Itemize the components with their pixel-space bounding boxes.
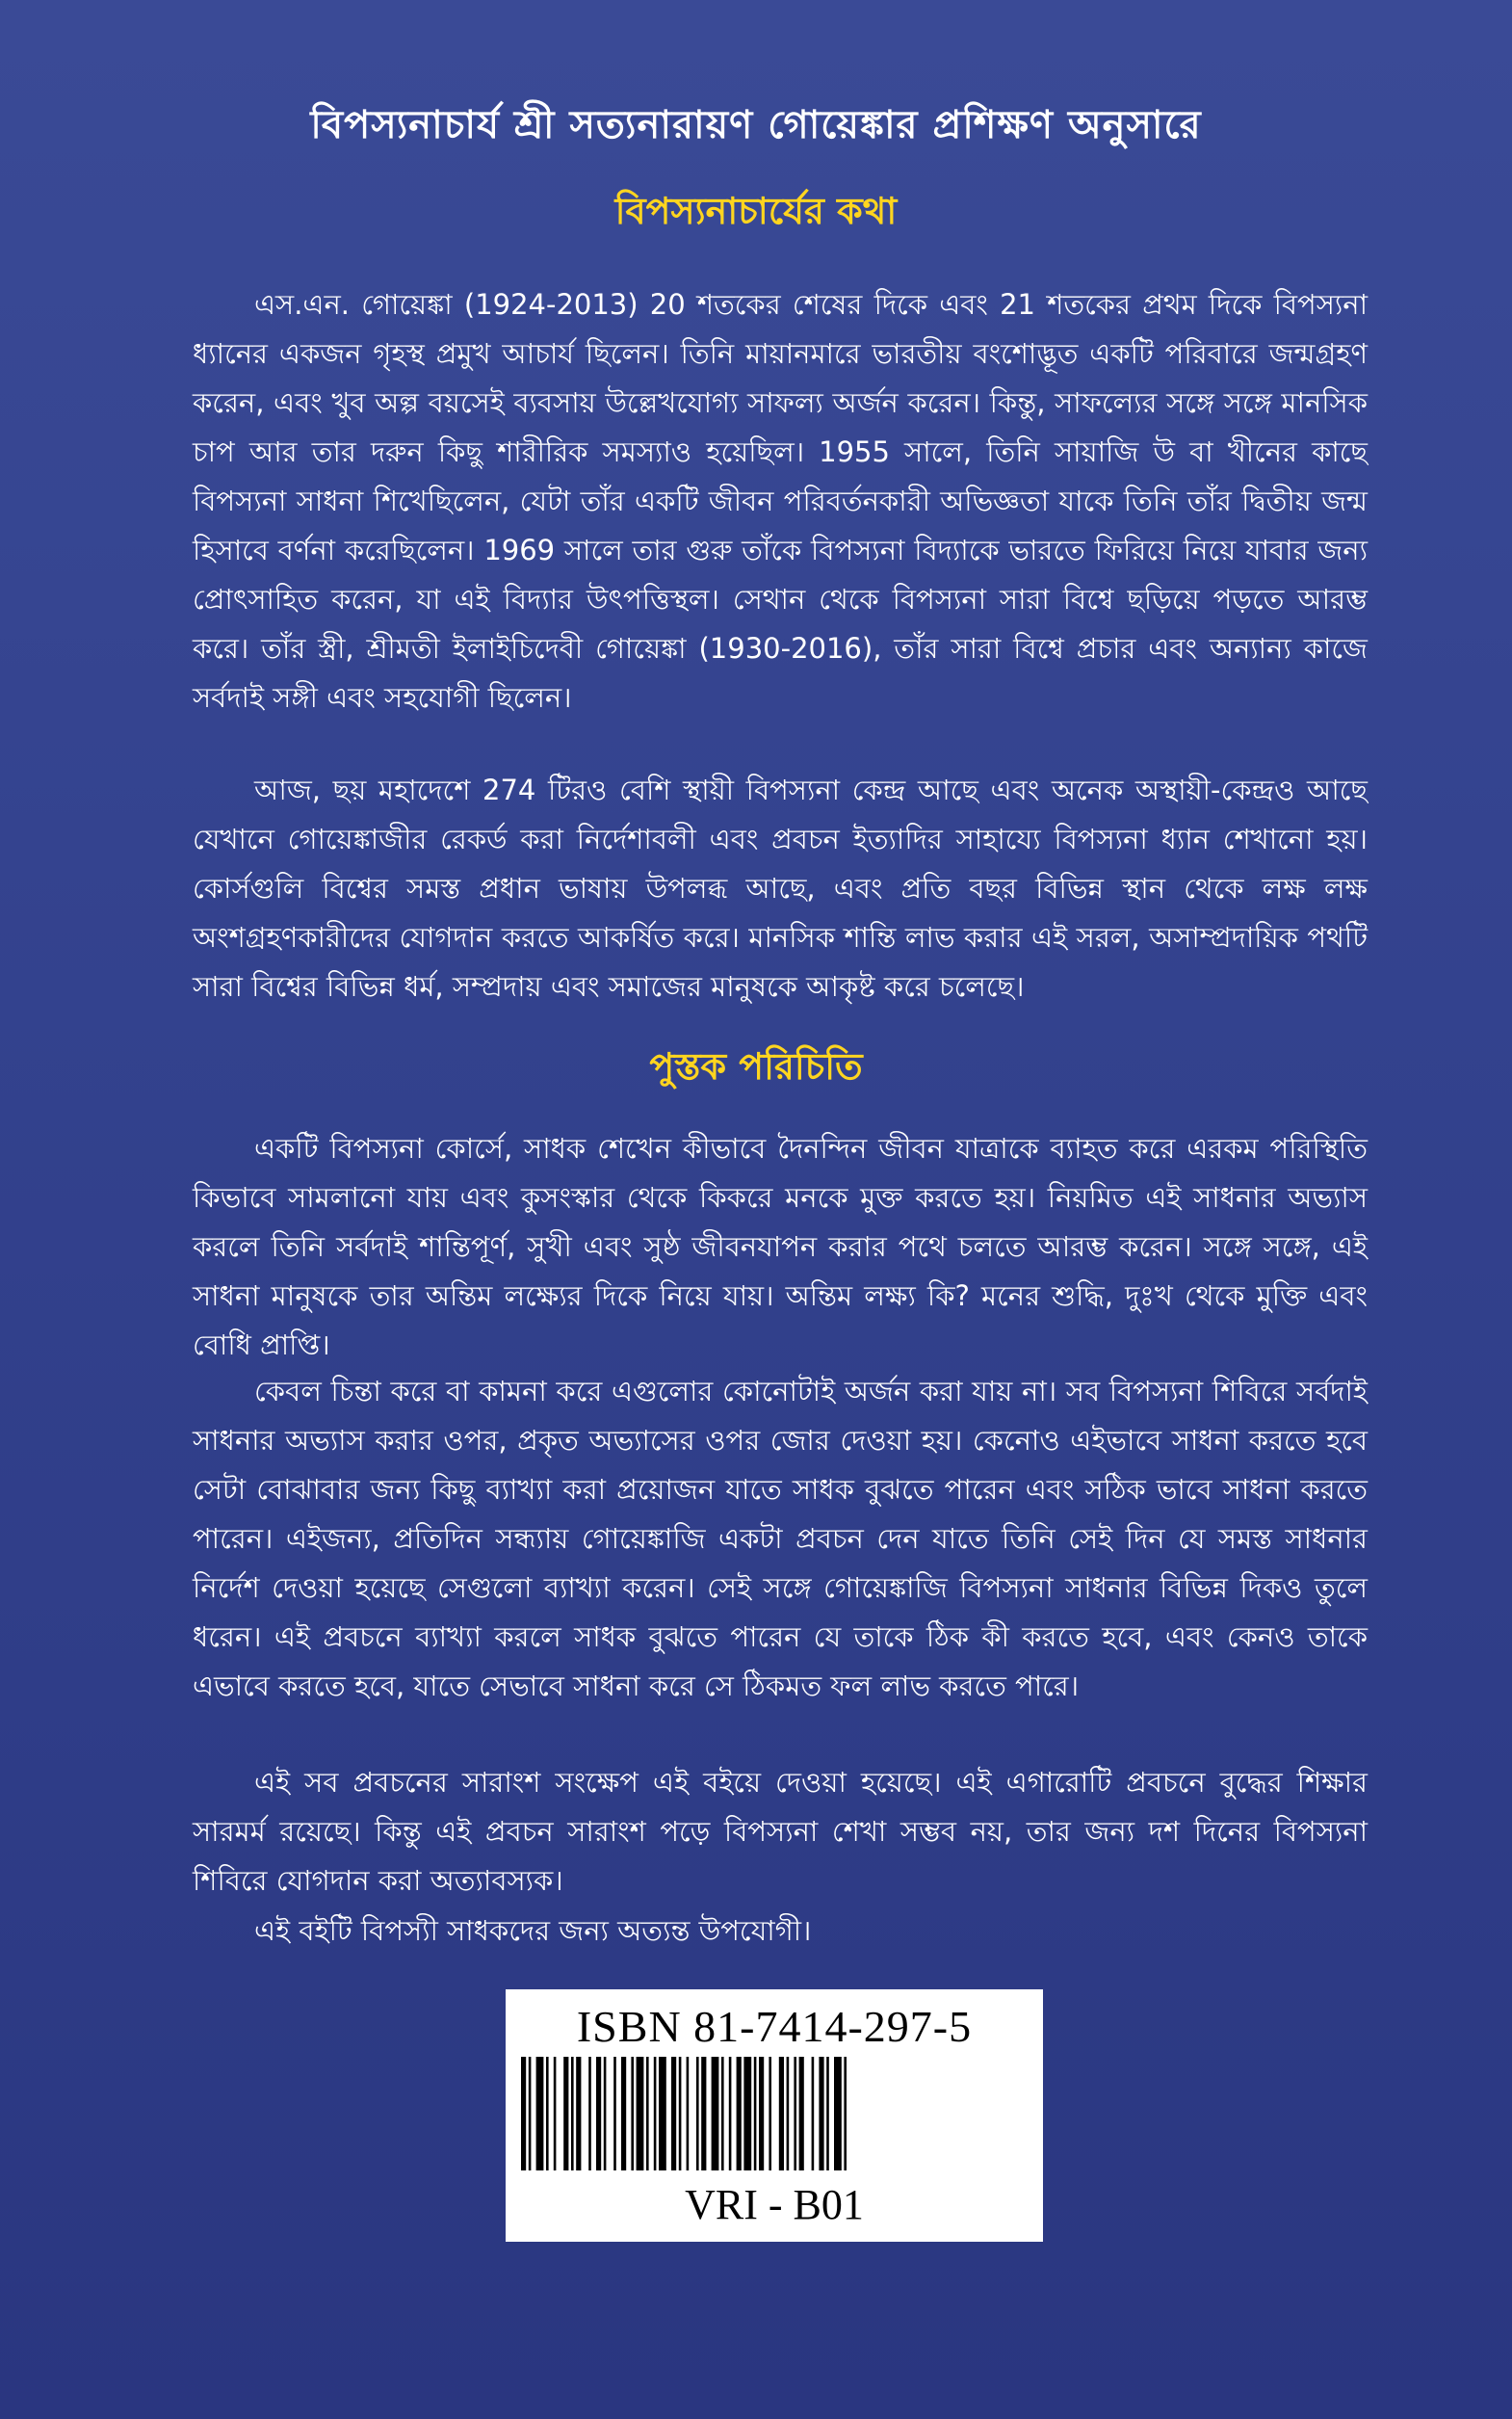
paragraph-course: একটি বিপস্যনা কোর্সে, সাধক শেখেন কীভাবে দৈনন্দিন জীবন যাত্রাকে ব্যাহত করে এরকম পরিস্থিতি কিভাবে সামলানো যায় এবং কুসংস্কার থেকে কিকরে মনকে মুক্ত করতে হয়। নিয়মিত এই সাধনার অভ্যাস করলে তিনি সর্বদাই শান্তিপূর্ণ, সুখী এবং সুষ্ঠ জীবনযাপন করার পথে চলতে আরম্ভ করেন। সঙ্গে সঙ্গে, এই সাধনা মানুষকে তার অন্তিম লক্ষ্যের দিকে নিয়ে যায়। অন্তিম লক্ষ্য কি? মনের শুদ্ধি, দুঃখ থেকে মুক্তি এবং বোধি প্রাপ্তি।	[193, 1132, 1368, 1361]
barcode-bar	[812, 2057, 815, 2170]
barcode-bar	[631, 2057, 634, 2170]
barcode-bar	[554, 2057, 557, 2170]
barcode-bar	[654, 2057, 657, 2170]
barcode-bar	[659, 2057, 666, 2170]
barcode-bar	[546, 2057, 549, 2170]
barcode-bar	[737, 2057, 742, 2170]
barcode-bar	[571, 2057, 574, 2170]
barcode-bar	[787, 2057, 790, 2170]
barcode-bar	[521, 2057, 526, 2170]
section-heading-book-intro: পুস্তক পরিচিতি	[649, 1045, 863, 1088]
barcode-bar	[759, 2057, 764, 2170]
paragraph-centres: আজ, ছয় মহাদেশে 274 টিরও বেশি স্থায়ী বিপস্যনা কেন্দ্র আছে এবং অনেক অস্থায়ী-কেন্দ্রও আছে যেখানে গোয়েঙ্কাজীর রেকর্ড করা নির্দেশাবলী এবং প্রবচন ইত্যাদির সাহায্যে বিপস্যনা ধ্যান শেখানো হয়। কোর্সগুলি বিশ্বের সমস্ত প্রধান ভাষায় উপলব্ধ আছে, এবং প্রতি বছর বিভিন্ন স্থান থেকে লক্ষ লক্ষ অংশগ্রহণকারীদের যোগদান করতে আকর্ষিত করে। মানসিক শান্তি লাভ করার এই সরল, অসাম্প্রদায়িক পথটি সারা বিশ্বের বিভিন্ন ধর্ম, সম্প্রদায় এবং সমাজের মানুষকে আকৃষ্ট করে চলেছে।	[193, 774, 1368, 1003]
barcode-bar	[604, 2057, 607, 2170]
barcode-bar	[621, 2057, 626, 2170]
barcode-bar	[679, 2057, 682, 2170]
barcode-bar	[536, 2057, 544, 2170]
paragraph-usefulness: এই বইটি বিপস্যী সাধকদের জন্য অত্যন্ত উপযোগী।	[254, 1914, 812, 1947]
barcode-label	[506, 1989, 1043, 2242]
product-code: VRI - B01	[685, 2181, 864, 2228]
barcode-bar	[729, 2057, 732, 2170]
barcode-bar	[844, 2057, 847, 2170]
barcode-bar	[712, 2057, 719, 2170]
isbn-number: ISBN 81-7414-297-5	[576, 2002, 973, 2051]
barcode-bar	[588, 2057, 591, 2170]
barcode-bar	[769, 2057, 771, 2170]
paragraph-discourse-summary: এই সব প্রবচনের সারাংশ সংক্ষেপ এই বইয়ে দেওয়া হয়েছে। এই এগারোটি প্রবচনে বুদ্ধের শিক্ষার সারমর্ম রয়েছে। কিন্তু এই প্রবচন সারাংশ পড়ে বিপস্যনা শেখা সম্ভব নয়, তার জন্য দশ দিনের বিপস্যনা শিবিরে যোগদান করা অত্যাবস্যক।	[193, 1766, 1368, 1897]
paragraph-practice: কেবল চিন্তা করে বা কামনা করে এগুলোর কোনোটাই অর্জন করা যায় না। সব বিপস্যনা শিবিরে সর্বদাই সাধনার অভ্যাস করার ওপর, প্রকৃত অভ্যাসের ওপর জোর দেওয়া হয়। কেনোও এইভাবে সাধনা করতে হবে সেটা বোঝাবার জন্য কিছু ব্যাখ্যা করা প্রয়োজন যাতে সাধক বুঝতে পারেন এবং সঠিক ভাবে সাধনা করতে পারেন। এইজন্য, প্রতিদিন সন্ধ্যায় গোয়েঙ্কাজি একটা প্রবচন দেন যাতে তিনি সেই দিন যে সমস্ত সাধনার নির্দেশ দেওয়া হয়েছে সেগুলো ব্যাখ্যা করেন। সেই সঙ্গে গোয়েঙ্কাজি বিপস্যনা সাধনার বিভিন্ন দিকও তুলে ধরেন। এই প্রবচনে ব্যাখ্যা করলে সাধক বুঝতে পারেন যে তাকে ঠিক কী করতে হবে, এবং কেনও তাকে এভাবে করতে হবে, যাতে সেভাবে সাধনা করে সে ঠিকমত ফল লাভ করতে পারে।	[193, 1375, 1368, 1702]
barcode-image	[519, 2057, 1030, 2170]
barcode-bar	[754, 2057, 757, 2170]
barcode-bar	[529, 2057, 532, 2170]
barcode-bar	[743, 2057, 751, 2170]
paragraph-teacher-bio: এস.এন. গোয়েঙ্কা (1924-2013) 20 শতকের শেষের দিকে এবং 21 শতকের প্রথম দিকে বিপস্যনা ধ্যানের একজন গৃহস্থ প্রমুখ আচার্য ছিলেন। তিনি মায়ানমারে ভারতীয় বংশোদ্ভূত একটি পরিবারে জন্মগ্রহণ করেন, এবং খুব অল্প বয়সেই ব্যবসায় উল্লেখযোগ্য সাফল্য অর্জন করেন। কিন্তু, সাফল্যের সঙ্গে সঙ্গে মানসিক চাপ আর তার দরুন কিছু শারীরিক সমস্যাও হয়েছিল। 1955 সালে, তিনি সায়াজি উ বা খীনের কাছে বিপস্যনা সাধনা শিখেছিলেন, যেটা তাঁর একটি জীবন পরিবর্তনকারী অভিজ্ঞতা যাকে তিনি তাঁর দ্বিতীয় জন্ম হিসাবে বর্ণনা করেছিলেন। 1969 সালে তার গুরু তাঁকে বিপস্যনা বিদ্যাকে ভারতে ফিরিয়ে নিয়ে যাবার জন্য প্রোৎসাহিত করেন, যা এই বিদ্যার উৎপত্তিস্থল। সেথান থেকে বিপস্যনা সারা বিশ্বে ছড়িয়ে পড়তে আরম্ভ করে। তাঁর স্ত্রী, শ্রীমতী ইলাইচিদেবী গোয়েঙ্কা (1930-2016), তাঁর সারা বিশ্বে প্রচার এবং অন্যান্য কাজে সর্বদাই সঙ্গী এবং সহযোগী ছিলেন।	[193, 288, 1368, 714]
barcode-bar	[794, 2057, 796, 2170]
barcode-bar	[637, 2057, 644, 2170]
teacher-attribution-line: বিপস্যনাচার্য শ্রী সত্যনারায়ণ গোয়েঙ্কার প্রশিক্ষণ অনুসারে	[310, 103, 1202, 147]
barcode-bar	[779, 2057, 784, 2170]
barcode-bar	[563, 2057, 568, 2170]
barcode-bar	[596, 2057, 601, 2170]
barcode-bar	[646, 2057, 649, 2170]
barcode-bar	[701, 2057, 706, 2170]
barcode-bar	[671, 2057, 676, 2170]
barcode-bar	[721, 2057, 724, 2170]
barcode-bar	[826, 2057, 829, 2170]
barcode-bar	[834, 2057, 842, 2170]
section-heading-about-teacher: বিপস্যনাচার্যের কথা	[614, 190, 898, 232]
barcode-bar	[696, 2057, 699, 2170]
barcode-bar	[613, 2057, 616, 2170]
barcode-bar	[819, 2057, 823, 2170]
barcode-bar	[799, 2057, 804, 2170]
barcode-bar	[576, 2057, 581, 2170]
barcode-bar	[687, 2057, 690, 2170]
